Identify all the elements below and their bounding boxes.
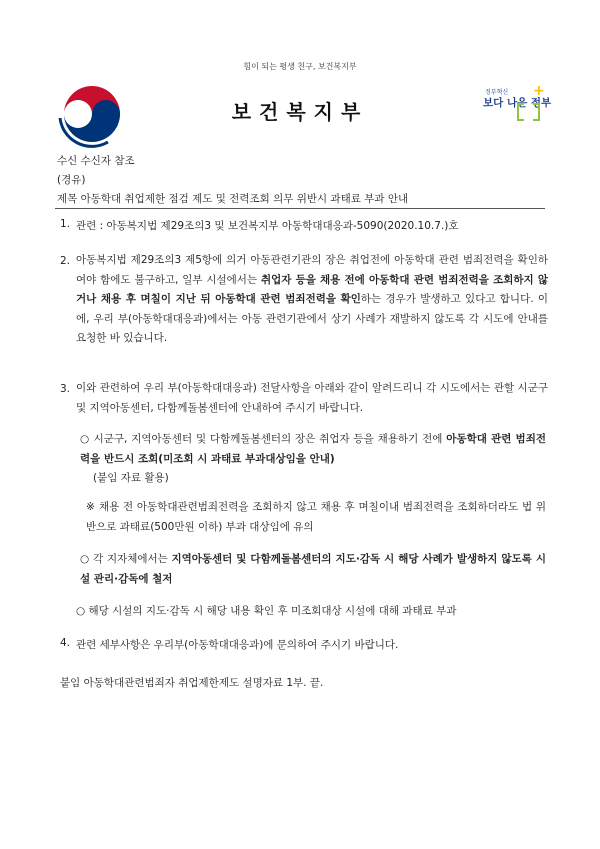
item3-text: 이와 관련하여 우리 부(아동학대대응과) 전달사항을 아래와 같이 알려드리니 각 시도에서는 관할 시군구 및 지역아동센터, 다함께돌봄센터에 안내하여 주시기 바랍니다. <box>76 382 548 414</box>
government-innovation-logo <box>481 83 552 127</box>
item2-text-a: 아동복지법 제29조의3 제5항에 의거 아동관련기관의 장은 취업전에 아동학대 관련 범죄전력을 확인하여야 함에도 불구하고, 일부 시설에서는 <box>76 254 548 286</box>
bullet1-text-c: (붙임 자료 활용) <box>93 472 169 484</box>
bullet2-text-a: ○ 각 지자체에서는 <box>80 553 172 565</box>
bracket-left-icon <box>517 103 524 121</box>
item2-paragraph <box>76 251 548 349</box>
bracket-right-icon <box>533 103 540 121</box>
item4-text: 관련 세부사항은 우리부(아동학대대응과)에 문의하여 주시기 바랍니다. <box>76 639 399 651</box>
subject-divider <box>55 208 545 209</box>
ministry-title: 보건복지부 <box>231 100 369 124</box>
bullet1-text-emphasis: 아동학대 관련 범죄전력을 반드시 조회(미조회 시 과태료 부과대상임을 안내) <box>80 433 546 465</box>
plus-icon: + <box>533 83 545 99</box>
item1-text: 관련 : 아동복지법 제29조의3 및 보건복지부 아동학대대응과-5090(2020.10.7.)호 <box>76 220 459 232</box>
item3-number: 3. <box>60 383 71 395</box>
recipient-line: 수신 수신자 참조 <box>57 155 135 167</box>
slogan: 힘이 되는 평생 친구, 보건복지부 <box>243 62 357 71</box>
gov-logo-small-text: 정부혁신 <box>485 89 509 96</box>
attachment-line: 붙임 아동학대관련범죄자 취업제한제도 설명자료 1부. 끝. <box>60 677 324 689</box>
item2-text-c: 하는 경우가 발생하고 있다고 합니다. 이에, 우리 부(아동학대대응과)에서는 아동 관련기관에서 상기 사례가 재발하지 않도록 각 시도에 안내를 요청한 바 있습니다. <box>76 293 548 344</box>
bullet-3: ○ 해당 시설의 지도·감독 시 해당 내용 확인 후 미조회대상 시설에 대해 과태료 부과 <box>76 605 457 617</box>
gov-logo-main-text: 보다 나은 정부 <box>483 97 552 109</box>
item4-number: 4. <box>60 637 71 649</box>
subject-line: 제목 아동학대 취업제한 점검 제도 및 전력조회 의무 위반시 과태료 부과 안내 <box>57 193 409 205</box>
bullet2-text-emphasis: 지역아동센터 및 다함께돌봄센터의 지도·감독 시 해당 사례가 발생하지 않도록 시설 관리·감독에 철저 <box>80 553 546 585</box>
bullet-1 <box>80 430 546 489</box>
item2-text-emphasis: 취업자 등을 채용 전에 아동학대 관련 범죄전력을 조회하지 않거나 채용 후 며칠이 지난 뒤 아동학대 관련 범죄전력을 확인 <box>76 273 548 305</box>
item1-number: 1. <box>60 218 71 230</box>
via-line: (경유) <box>57 174 86 186</box>
note-paragraph: ※ 채용 전 아동학대관련범죄전력을 조회하지 않고 채용 후 며칠이내 범죄전력을 조회하더라도 법 위반으로 과태료(500만원 이하) 부과 대상임에 유의 <box>86 501 546 533</box>
bullet1-text-a: ○ 시군구, 지역아동센터 및 다함께돌봄센터의 장은 취업자 등을 채용하기 전에 <box>80 433 447 445</box>
item2-number: 2. <box>60 255 71 267</box>
bullet-2 <box>80 550 546 589</box>
